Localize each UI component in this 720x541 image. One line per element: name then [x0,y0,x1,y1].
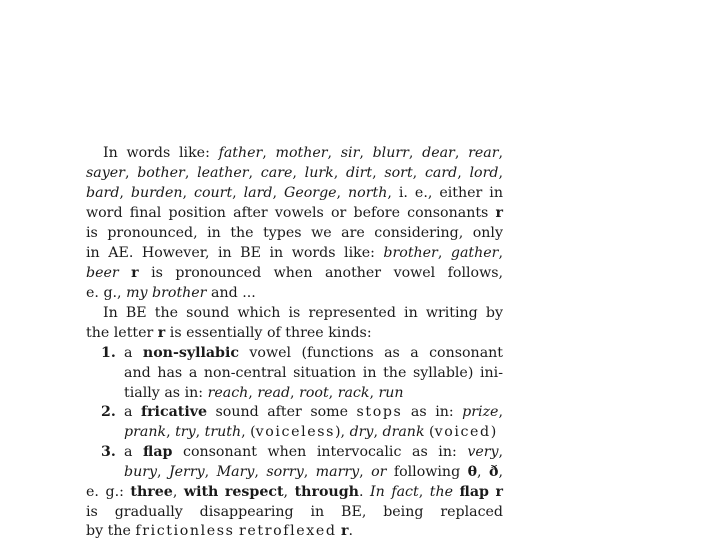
text-line: e. g.: three, with respect, through. In fact, the flap r [86,484,504,500]
text-line: prank, try, truth, (voiceless), dry, drank (voiced) [124,424,497,440]
text-line: sayer, bother, leather, care, lurk, dirt, sort, card, lord, [86,165,503,181]
text-line: the letter r is essentially of three kinds: [86,325,372,341]
text-line: bury, Jerry, Mary, sorry, marry, or following θ, ð, [124,464,503,480]
text-line: In BE the sound which is represented in writing by [103,305,503,321]
text-line: is gradually disappearing in BE, being replaced [86,504,504,520]
list-item-number: 2. [101,404,116,420]
text-line: and has a non-central situation in the syllable) ini- [124,365,504,381]
list-item-number: 1. [101,345,116,361]
text-line: a fricative sound after some stops as in: prize, [124,404,503,420]
text-line: by the frictionless retroflexed r. [86,523,354,539]
text-line: is pronounced, in the types we are considering, only [86,225,503,241]
text-line: tially as in: reach, read, root, rack, run [124,385,404,401]
text-line: beer r is pronounced when another vowel follows, [86,265,504,281]
text-line: e. g., my brother and ... [86,285,256,301]
text-line: a flap consonant when intervocalic as in: very, [124,444,504,460]
text-line: word final position after vowels or before consonants r [86,205,503,221]
text-line: In words like: father, mother, sir, blurr, dear, rear, [103,145,503,161]
text-line: a non-syllabic vowel (functions as a consonant [124,345,503,361]
text-line: in AE. However, in BE in words like: brother, gather, [86,245,503,261]
text-line: bard, burden, court, lard, George, north, i. e., either in [86,185,503,201]
list-item-number: 3. [101,444,116,460]
